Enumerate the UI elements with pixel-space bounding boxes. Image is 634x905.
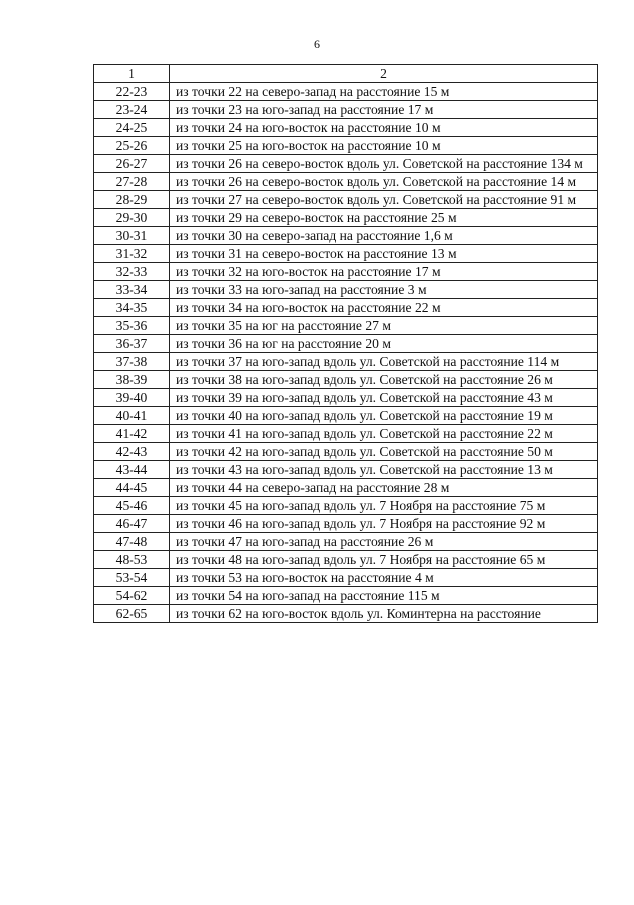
table-row [94,407,598,425]
table-row [94,299,598,317]
table-row [94,551,598,569]
description-cell: из точки 54 на юго-запад на расстояние 115 м [170,587,598,605]
table-row [94,137,598,155]
table-row [94,533,598,551]
segment-cell: 30-31 [94,227,170,245]
table-row [94,479,598,497]
segment-cell: 38-39 [94,371,170,389]
segment-cell: 39-40 [94,389,170,407]
description-cell: из точки 35 на юг на расстояние 27 м [170,317,598,335]
table-row [94,461,598,479]
segment-cell: 22-23 [94,83,170,101]
description-cell: из точки 45 на юго-запад вдоль ул. 7 Ноября на расстояние 75 м [170,497,598,515]
description-cell: из точки 34 на юго-восток на расстояние 22 м [170,299,598,317]
description-cell: из точки 29 на северо-восток на расстояние 25 м [170,209,598,227]
table-row [94,263,598,281]
table-row [94,389,598,407]
description-cell: из точки 23 на юго-запад на расстояние 17 м [170,101,598,119]
segment-cell: 43-44 [94,461,170,479]
segment-cell: 24-25 [94,119,170,137]
description-cell: из точки 31 на северо-восток на расстояние 13 м [170,245,598,263]
segment-cell: 23-24 [94,101,170,119]
segment-cell: 34-35 [94,299,170,317]
table-row [94,101,598,119]
description-cell: из точки 39 на юго-запад вдоль ул. Советской на расстояние 43 м [170,389,598,407]
description-cell: из точки 48 на юго-запад вдоль ул. 7 Ноября на расстояние 65 м [170,551,598,569]
description-cell: из точки 53 на юго-восток на расстояние 4 м [170,569,598,587]
segment-cell: 37-38 [94,353,170,371]
segment-cell: 40-41 [94,407,170,425]
table-row [94,425,598,443]
segment-cell: 41-42 [94,425,170,443]
segment-cell: 25-26 [94,137,170,155]
table-row [94,191,598,209]
description-cell: из точки 32 на юго-восток на расстояние 17 м [170,263,598,281]
table-row [94,443,598,461]
segment-cell: 28-29 [94,191,170,209]
segment-cell: 35-36 [94,317,170,335]
description-cell: из точки 26 на северо-восток вдоль ул. Советской на расстояние 14 м [170,173,598,191]
page-number: 6 [314,37,320,51]
table-row [94,155,598,173]
description-cell: из точки 44 на северо-запад на расстояние 28 м [170,479,598,497]
table-row [94,83,598,101]
description-cell: из точки 24 на юго-восток на расстояние 10 м [170,119,598,137]
segment-cell: 46-47 [94,515,170,533]
table-row [94,569,598,587]
segment-cell: 26-27 [94,155,170,173]
table-row [94,605,598,623]
segment-cell: 53-54 [94,569,170,587]
description-cell: из точки 37 на юго-запад вдоль ул. Советской на расстояние 114 м [170,353,598,371]
segment-cell: 33-34 [94,281,170,299]
segment-cell: 47-48 [94,533,170,551]
description-cell: из точки 26 на северо-восток вдоль ул. Советской на расстояние 134 м [170,155,598,173]
table-row [94,371,598,389]
segment-cell: 36-37 [94,335,170,353]
segment-cell: 44-45 [94,479,170,497]
description-cell: из точки 38 на юго-запад вдоль ул. Советской на расстояние 26 м [170,371,598,389]
segment-cell: 62-65 [94,605,170,623]
segment-cell: 32-33 [94,263,170,281]
table-row [94,587,598,605]
description-cell: из точки 42 на юго-запад вдоль ул. Советской на расстояние 50 м [170,443,598,461]
table-row [94,281,598,299]
table-row [94,227,598,245]
description-cell: из точки 22 на северо-запад на расстояние 15 м [170,83,598,101]
description-cell: из точки 33 на юго-запад на расстояние 3 м [170,281,598,299]
table-row [94,119,598,137]
description-cell: из точки 47 на юго-запад на расстояние 26 м [170,533,598,551]
table-header-row [94,65,598,83]
table-row [94,353,598,371]
description-cell: из точки 43 на юго-запад вдоль ул. Советской на расстояние 13 м [170,461,598,479]
description-cell: из точки 30 на северо-запад на расстояние 1,6 м [170,227,598,245]
description-cell: из точки 46 на юго-запад вдоль ул. 7 Ноября на расстояние 92 м [170,515,598,533]
column-header-description: 2 [170,65,598,83]
table-row [94,209,598,227]
table-row [94,245,598,263]
boundary-segments-table [93,64,598,623]
column-header-segment: 1 [94,65,170,83]
segment-cell: 31-32 [94,245,170,263]
description-cell: из точки 27 на северо-восток вдоль ул. Советской на расстояние 91 м [170,191,598,209]
segment-cell: 27-28 [94,173,170,191]
table-row [94,173,598,191]
segment-cell: 42-43 [94,443,170,461]
segment-cell: 48-53 [94,551,170,569]
table-row [94,497,598,515]
table-row [94,317,598,335]
table-body [94,83,598,623]
segment-cell: 54-62 [94,587,170,605]
segment-cell: 29-30 [94,209,170,227]
table-row [94,515,598,533]
description-cell: из точки 40 на юго-запад вдоль ул. Советской на расстояние 19 м [170,407,598,425]
table-row [94,335,598,353]
description-cell: из точки 41 на юго-запад вдоль ул. Советской на расстояние 22 м [170,425,598,443]
segment-cell: 45-46 [94,497,170,515]
description-cell: из точки 36 на юг на расстояние 20 м [170,335,598,353]
description-cell: из точки 25 на юго-восток на расстояние 10 м [170,137,598,155]
description-cell: из точки 62 на юго-восток вдоль ул. Коминтерна на расстояние [170,605,598,623]
